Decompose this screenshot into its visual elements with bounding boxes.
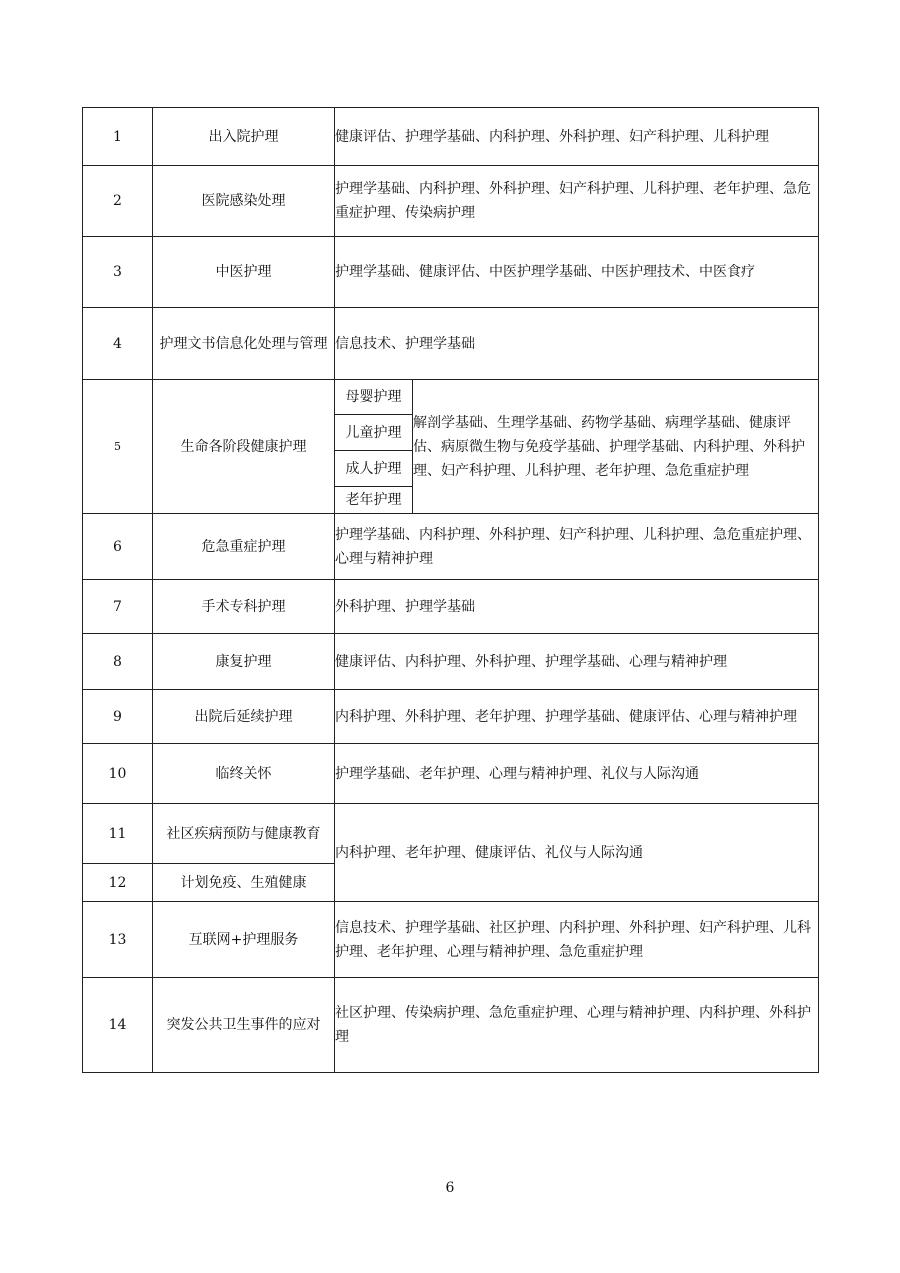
sub-item: 儿童护理	[335, 415, 413, 451]
task-name: 计划免疫、生殖健康	[153, 864, 335, 902]
table-row	[83, 580, 819, 634]
table-row	[83, 108, 819, 166]
row-number: 14	[83, 978, 153, 1073]
related-courses: 社区护理、传染病护理、急危重症护理、心理与精神护理、内科护理、外科护理	[335, 978, 819, 1073]
row-number: 3	[83, 237, 153, 308]
table-row	[83, 380, 819, 415]
page-number: 6	[445, 1180, 455, 1196]
table-row	[83, 690, 819, 744]
row-number: 8	[83, 634, 153, 690]
related-courses: 护理学基础、健康评估、中医护理学基础、中医护理技术、中医食疗	[335, 237, 819, 308]
table-row	[83, 902, 819, 978]
table-row	[83, 308, 819, 380]
row-number: 9	[83, 690, 153, 744]
task-name: 互联网+护理服务	[153, 902, 335, 978]
related-courses: 健康评估、护理学基础、内科护理、外科护理、妇产科护理、儿科护理	[335, 108, 819, 166]
related-courses: 信息技术、护理学基础、社区护理、内科护理、外科护理、妇产科护理、儿科护理、老年护理、心理与精神护理、急危重症护理	[335, 902, 819, 978]
task-name: 护理文书信息化处理与管理	[153, 308, 335, 380]
task-name: 生命各阶段健康护理	[153, 380, 335, 514]
table-row	[83, 978, 819, 1073]
related-courses: 信息技术、护理学基础	[335, 308, 819, 380]
row-number: 13	[83, 902, 153, 978]
task-name: 医院感染处理	[153, 166, 335, 237]
sub-item: 老年护理	[335, 487, 413, 514]
task-name: 康复护理	[153, 634, 335, 690]
related-courses: 内科护理、老年护理、健康评估、礼仪与人际沟通	[335, 804, 819, 902]
row-number: 12	[83, 864, 153, 902]
task-name: 中医护理	[153, 237, 335, 308]
task-name: 手术专科护理	[153, 580, 335, 634]
table-row	[83, 634, 819, 690]
related-courses: 护理学基础、内科护理、外科护理、妇产科护理、儿科护理、老年护理、急危重症护理、传染病护理	[335, 166, 819, 237]
task-name: 出入院护理	[153, 108, 335, 166]
related-courses: 健康评估、内科护理、外科护理、护理学基础、心理与精神护理	[335, 634, 819, 690]
task-name: 突发公共卫生事件的应对	[153, 978, 335, 1073]
task-name: 危急重症护理	[153, 514, 335, 580]
table-row	[83, 166, 819, 237]
table-row	[83, 804, 819, 864]
row-number: 6	[83, 514, 153, 580]
related-courses: 护理学基础、老年护理、心理与精神护理、礼仪与人际沟通	[335, 744, 819, 804]
related-courses: 内科护理、外科护理、老年护理、护理学基础、健康评估、心理与精神护理	[335, 690, 819, 744]
row-number: 1	[83, 108, 153, 166]
table-row	[83, 744, 819, 804]
course-mapping-table	[82, 107, 819, 1073]
table-row	[83, 237, 819, 308]
row-number: 4	[83, 308, 153, 380]
row-number: 2	[83, 166, 153, 237]
sub-item: 母婴护理	[335, 380, 413, 415]
related-courses: 护理学基础、内科护理、外科护理、妇产科护理、儿科护理、急危重症护理、心理与精神护理	[335, 514, 819, 580]
task-name: 临终关怀	[153, 744, 335, 804]
row-number: 10	[83, 744, 153, 804]
related-courses: 外科护理、护理学基础	[335, 580, 819, 634]
related-courses: 解剖学基础、生理学基础、药物学基础、病理学基础、健康评估、病原微生物与免疫学基础、护理学基础、内科护理、外科护理、妇产科护理、儿科护理、老年护理、急危重症护理	[413, 380, 819, 514]
row-number: 11	[83, 804, 153, 864]
task-name: 社区疾病预防与健康教育	[153, 804, 335, 864]
task-name: 出院后延续护理	[153, 690, 335, 744]
table-row	[83, 514, 819, 580]
row-number: 7	[83, 580, 153, 634]
sub-item: 成人护理	[335, 451, 413, 487]
row-number: 5	[83, 380, 153, 514]
